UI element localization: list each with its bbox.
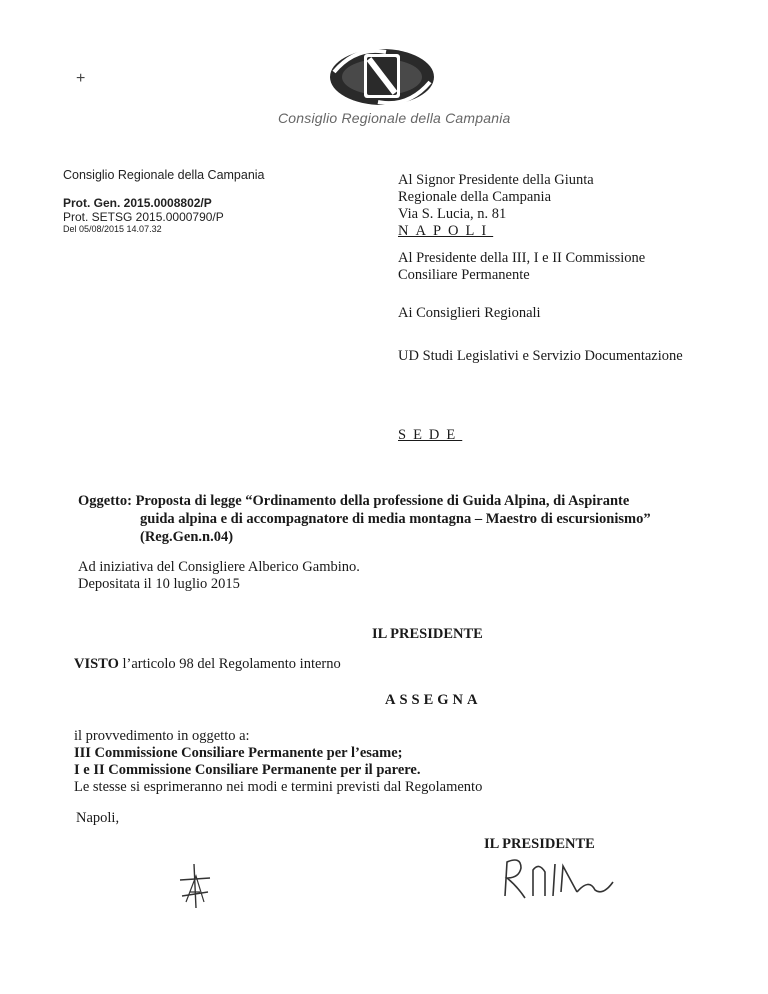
council-name: Consiglio Regionale della Campania xyxy=(278,110,511,126)
recipient-line: Consiliare Permanente xyxy=(398,267,530,283)
campania-region-logo-icon xyxy=(326,42,438,112)
stamp-org: Consiglio Regionale della Campania xyxy=(63,168,265,182)
subject-line: Oggetto: Proposta di legge “Ordinamento della professione di Guida Alpina, di Aspirante xyxy=(78,493,630,509)
recipient-commission xyxy=(398,250,645,284)
handwritten-signature-icon xyxy=(499,852,659,907)
initials-mark-icon xyxy=(178,862,212,910)
signature-title: IL PRESIDENTE xyxy=(484,836,595,852)
subject-block xyxy=(78,492,738,546)
recipient-line: Al Presidente della III, I e II Commissione xyxy=(398,250,646,266)
stamp-date: Del 05/08/2015 14.07.32 xyxy=(63,224,162,234)
provision-line: I e II Commissione Consiliare Permanente per il parere. xyxy=(74,762,421,778)
provision-line: il provvedimento in oggetto a: xyxy=(74,728,250,744)
recipient-city: NAPOLI xyxy=(398,223,494,239)
provision-line: III Commissione Consiliare Permanente per l’esame; xyxy=(74,745,403,761)
stamp-prot-gen: Prot. Gen. 2015.0008802/P xyxy=(63,196,212,210)
place-label: Napoli, xyxy=(76,810,120,826)
initiative-block xyxy=(78,559,360,593)
subject-reg: (Reg.Gen.n.04) xyxy=(140,529,234,545)
provision-line: Le stesse si esprimeranno nei modi e termini previsti dal Regolamento xyxy=(74,779,483,795)
visto-text: l’articolo 98 del Regolamento interno xyxy=(118,656,341,672)
recipient-ud-studi: UD Studi Legislativi e Servizio Documentazione xyxy=(398,348,683,364)
subject-line: guida alpina e di accompagnatore di media montagna – Maestro di escursionismo” xyxy=(140,511,651,527)
recipient-line: Regionale della Campania xyxy=(398,189,552,205)
recipient-councillors: Ai Consiglieri Regionali xyxy=(398,305,541,321)
recipient-president-giunta xyxy=(398,172,594,240)
stamp-prot-setsg: Prot. SETSG 2015.0000790/P xyxy=(63,210,224,224)
visto-line xyxy=(74,656,341,673)
recipient-line: Via S. Lucia, n. 81 xyxy=(398,206,507,222)
initiative-line: Ad iniziativa del Consigliere Alberico Gambino. xyxy=(78,559,360,575)
recipient-line: Al Signor Presidente della Giunta xyxy=(398,172,594,188)
visto-label: VISTO xyxy=(74,656,119,672)
assegna-heading: ASSEGNA xyxy=(385,692,482,708)
president-heading: IL PRESIDENTE xyxy=(372,626,483,642)
provision-block xyxy=(74,728,482,796)
recipient-sede: SEDE xyxy=(398,427,463,443)
protocol-stamp xyxy=(63,168,265,234)
deposit-date: Depositata il 10 luglio 2015 xyxy=(78,576,240,592)
plus-mark: + xyxy=(76,70,86,87)
